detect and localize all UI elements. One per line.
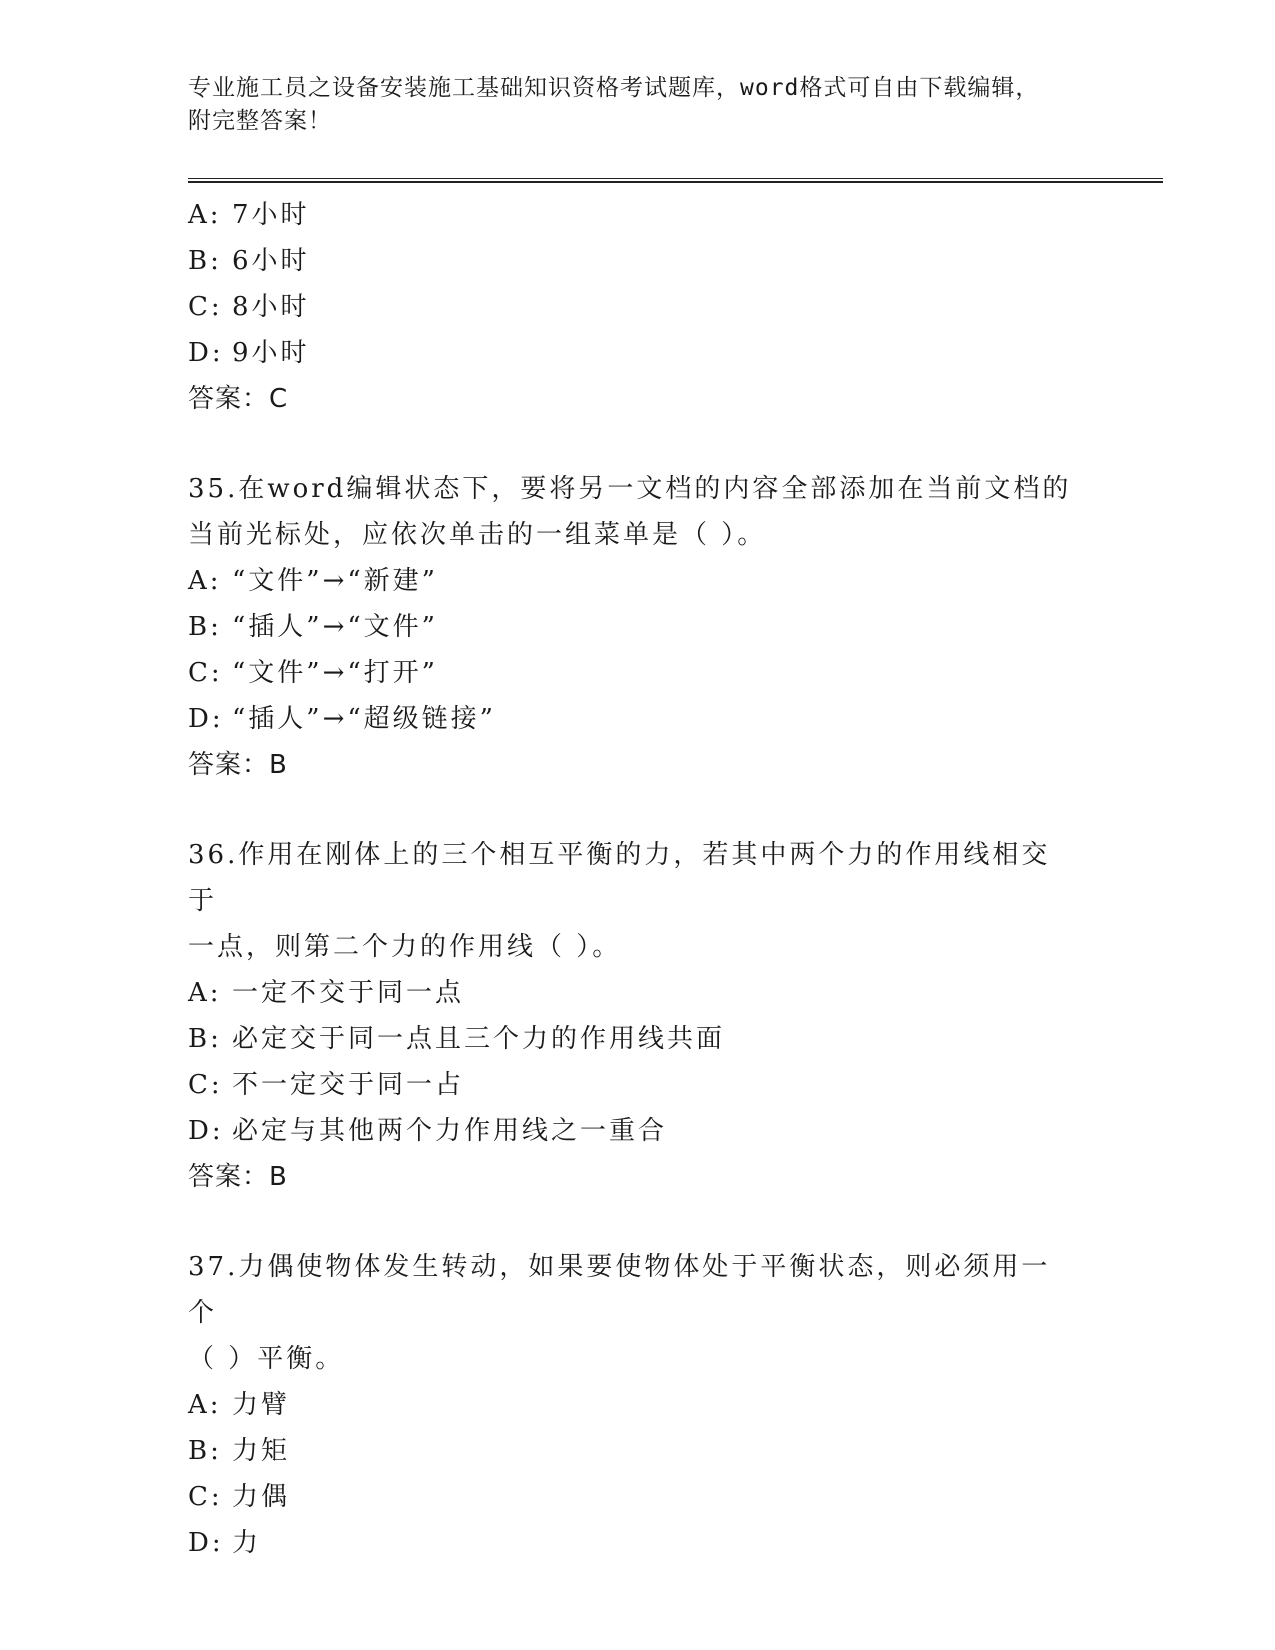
question-stem-line-2: 当前光标处，应依次单击的一组菜单是（ ）。 [188,520,767,550]
option-c [188,1474,1088,1520]
option-letter: D: [188,1116,224,1146]
option-text: “文件”→“新建” [232,566,438,596]
document-body [188,192,1088,1566]
option-a [188,558,1088,604]
option-c [188,650,1088,696]
option-text: 不一定交于同一占 [232,1070,465,1100]
option-d [188,330,1088,376]
option-letter: C: [188,658,223,688]
question-stem-line-1: 37.力偶使物体发生转动，如果要使物体处于平衡状态，则必须用一个 [188,1252,1051,1328]
option-text: 力偶 [232,1482,291,1512]
question-stem [188,1244,1078,1382]
option-text: 8小时 [232,292,310,322]
option-d [188,696,1088,742]
question-stem-line-2: （ ）平衡。 [188,1344,345,1374]
option-letter: B: [188,1436,222,1466]
option-text: 9小时 [232,338,310,368]
question-stem-line-1: 35.在word编辑状态下，要将另一文档的内容全部添加在当前文档的 [188,474,1072,504]
option-letter: A: [188,1390,222,1420]
option-text: “插人”→“超级链接” [232,704,496,734]
option-text: 6小时 [232,246,310,276]
question-36 [188,832,1088,1200]
question-stem [188,466,1078,558]
header-divider [188,178,1163,183]
option-text: 必定与其他两个力作用线之一重合 [232,1116,668,1146]
question-35 [188,466,1088,788]
option-b [188,238,1088,284]
question-stem-line-2: 一点，则第二个力的作用线（ ）。 [188,932,622,962]
option-text: “插人”→“文件” [232,612,438,642]
option-letter: C: [188,1482,223,1512]
option-letter: D: [188,1528,224,1558]
option-d [188,1108,1088,1154]
option-c [188,1062,1088,1108]
option-letter: D: [188,338,224,368]
option-b [188,1428,1088,1474]
option-text: “文件”→“打开” [232,658,438,688]
option-letter: C: [188,292,223,322]
header-line-1: 专业施工员之设备安装施工基础知识资格考试题库，word格式可自由下载编辑， [188,75,1040,101]
option-letter: A: [188,978,222,1008]
option-d [188,1520,1088,1566]
option-b [188,1016,1088,1062]
option-letter: A: [188,566,222,596]
option-letter: D: [188,704,224,734]
answer-line: 答案：C [188,384,289,414]
option-text: 一定不交于同一点 [232,978,465,1008]
question-34 [188,192,1088,422]
option-a [188,1382,1088,1428]
option-text: 必定交于同一点且三个力的作用线共面 [232,1024,726,1054]
question-37 [188,1244,1088,1566]
option-c [188,284,1088,330]
option-letter: B: [188,1024,222,1054]
option-a [188,970,1088,1016]
document-header [188,72,1088,138]
question-stem [188,832,1078,970]
header-line-2: 附完整答案！ [188,108,332,134]
option-b [188,604,1088,650]
option-text: 力 [232,1528,262,1558]
option-letter: B: [188,246,222,276]
option-text: 7小时 [232,200,310,230]
answer-line: 答案：B [188,750,288,780]
option-text: 力矩 [232,1436,291,1466]
option-letter: C: [188,1070,223,1100]
option-letter: B: [188,612,222,642]
option-a [188,192,1088,238]
question-stem-line-1: 36.作用在刚体上的三个相互平衡的力，若其中两个力的作用线相交于 [188,840,1051,916]
option-letter: A: [188,200,222,230]
answer-line: 答案：B [188,1162,288,1192]
option-text: 力臂 [232,1390,291,1420]
